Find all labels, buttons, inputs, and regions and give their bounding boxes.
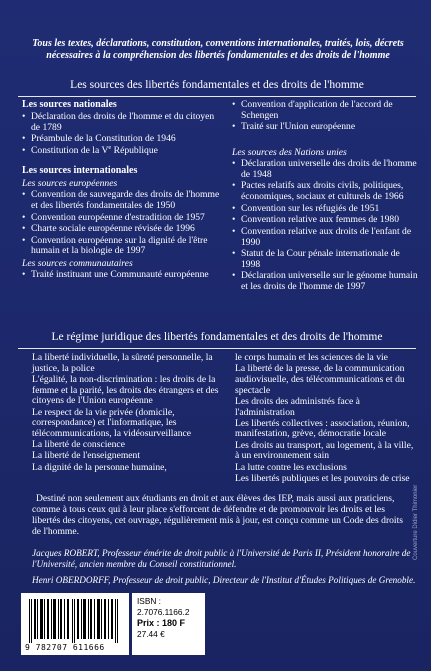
list-item: • Convention d'application de l'accord de Schengen — [232, 100, 418, 122]
list-item: • Déclaration des droits de l'homme et du citoyen de 1789 — [22, 112, 222, 134]
sources-left-column — [22, 100, 222, 282]
internationales-heading: Les sources internationales — [22, 165, 138, 177]
author-name: Henri OBERDORFF — [32, 575, 109, 585]
regime-item: le corps humain et les sciences de la vie — [235, 352, 388, 363]
regime-item: Les droits au transport, au logement, à la ville, à un environnement sain — [235, 439, 414, 462]
nationales-list — [22, 112, 222, 157]
regime-right-column — [235, 353, 415, 485]
price-franc: Prix : 180 F — [137, 618, 186, 628]
regime-item: Les libertés publiques et les pouvoirs de crise — [235, 472, 410, 484]
list-item: • Déclaration universelle des droits de l'homme de 1948 — [232, 159, 418, 181]
list-item-text: République — [113, 144, 158, 156]
communautaires-list — [22, 270, 222, 281]
regime-item: La lutte contre les exclusions — [235, 461, 347, 473]
list-item: • Charte sociale européenne révisée de 1996 — [22, 224, 222, 235]
regime-item: Les droits des administrés face à l'administration — [235, 395, 360, 418]
barcode-number: 9 782707 611666 — [25, 643, 105, 652]
regime-item: L'égalité, la non-discrimination : les droits de la femme et la parité, les droits des étrangers et des citoyens de l'Union européenne — [32, 373, 219, 407]
price-box — [132, 593, 205, 655]
divider-sources — [18, 96, 416, 97]
nations-unies-heading: Les sources des Nations unies — [232, 146, 347, 158]
europeennes-list — [22, 190, 222, 257]
regime-item: La liberté de l'enseignement — [32, 450, 141, 462]
sources-right-column — [232, 100, 418, 294]
list-item: • Déclaration universelle sur le génome humain et les droits de l'homme de 1997 — [232, 271, 418, 293]
communautaires-heading: Les sources communautaires — [22, 258, 133, 270]
right-top-list — [232, 100, 418, 133]
regime-item: Les libertés collectives : association, réunion, manifestation, grève, démocratie locale — [235, 417, 410, 440]
section-title-regime: Le régime juridique des libertés fondamentales et des droits de l'homme — [51, 331, 383, 343]
author-title: , Professeur de droit public, Directeur de l'Institut d'Études Politiques de Grenoble. — [108, 575, 416, 585]
europeennes-heading: Les sources européennes — [22, 178, 118, 190]
list-item: • Traité sur l'Union européenne — [232, 122, 418, 133]
list-item: • Convention européenne sur la dignité de l'être humain et la biologie de 1997 — [22, 236, 222, 258]
author-name: Jacques ROBERT — [32, 548, 98, 558]
list-item: • Préambule de la Constitution de 1946 — [22, 134, 222, 145]
superscript: e — [108, 143, 112, 151]
list-item: • Statut de la Cour pénale internationale de 1998 — [232, 249, 418, 271]
author-credit-oberdorff — [32, 575, 422, 586]
isbn-label: ISBN : 2.7076.1166.2 — [137, 596, 190, 617]
nations-unies-list — [232, 159, 418, 293]
list-item: • Traité instituant une Communauté européenne — [22, 270, 222, 281]
divider-regime — [18, 348, 416, 349]
price-euro: 27.44 € — [137, 629, 165, 639]
list-item — [22, 143, 222, 157]
nationales-heading: Les sources nationales — [22, 99, 117, 110]
list-item: • Convention européenne d'estradition de 1957 — [22, 213, 222, 224]
regime-left-column — [32, 353, 228, 474]
list-item-text: Constitution de la V — [31, 144, 109, 156]
list-item: • Convention sur les réfugiés de 1951 — [232, 204, 418, 215]
description-paragraph: Destiné non seulement aux étudiants en droit et aux élèves des IEP, mais aussi aux praticiens, comme à tous ceux qui à leur place s'efforcent de défendre et de promouvoir les droits et les libertés des citoyens, cet ouvrage, régulièrement mis à jour, est conçu comme un Code des droits de l'homme. — [32, 493, 403, 537]
author-credit-robert — [32, 548, 416, 569]
list-item: • Convention relative aux femmes de 1980 — [232, 215, 418, 226]
intro-text: Tous les textes, déclarations, constitution, conventions internationales, traités, lois, décrets nécessaires à la compréhension des libertés fondamentales et des droits de l'homme — [32, 38, 404, 61]
cover-credit: Couverture Didier Thimonier — [413, 484, 419, 560]
barcode-bars-icon — [27, 599, 123, 643]
list-item: • Convention de sauvegarde des droits de l'homme et des libertés fondamentales de 1950 — [22, 190, 222, 212]
regime-item: La dignité de la personne humaine, — [32, 461, 167, 473]
regime-item: La liberté individuelle, la sûreté personnelle, la justice, la police — [32, 352, 213, 374]
barcode — [21, 593, 129, 655]
author-title: , Professeur émérite de droit public à l'Université de Paris II, Président honoraire de l'Université, ancien membre du Conseil constitutionnel. — [32, 548, 411, 569]
list-item: • Pactes relatifs aux droits civils, politiques, économiques, sociaux et culturels de 1966 — [232, 181, 418, 203]
regime-item: La liberté de la presse, de la communication audiovisuelle, des télécommunications et du spectacle — [235, 363, 405, 396]
regime-item: La liberté de conscience — [32, 439, 125, 451]
section-title-sources: Les sources des libertés fondamentales et des droits de l'homme — [70, 79, 364, 91]
list-item: • Convention relative aux droits de l'enfant de 1990 — [232, 227, 418, 249]
regime-item: Le respect de la vie privée (domicile, correspondance) et l'informatique, les télécommunications, la vidéosurveillance — [32, 406, 192, 439]
